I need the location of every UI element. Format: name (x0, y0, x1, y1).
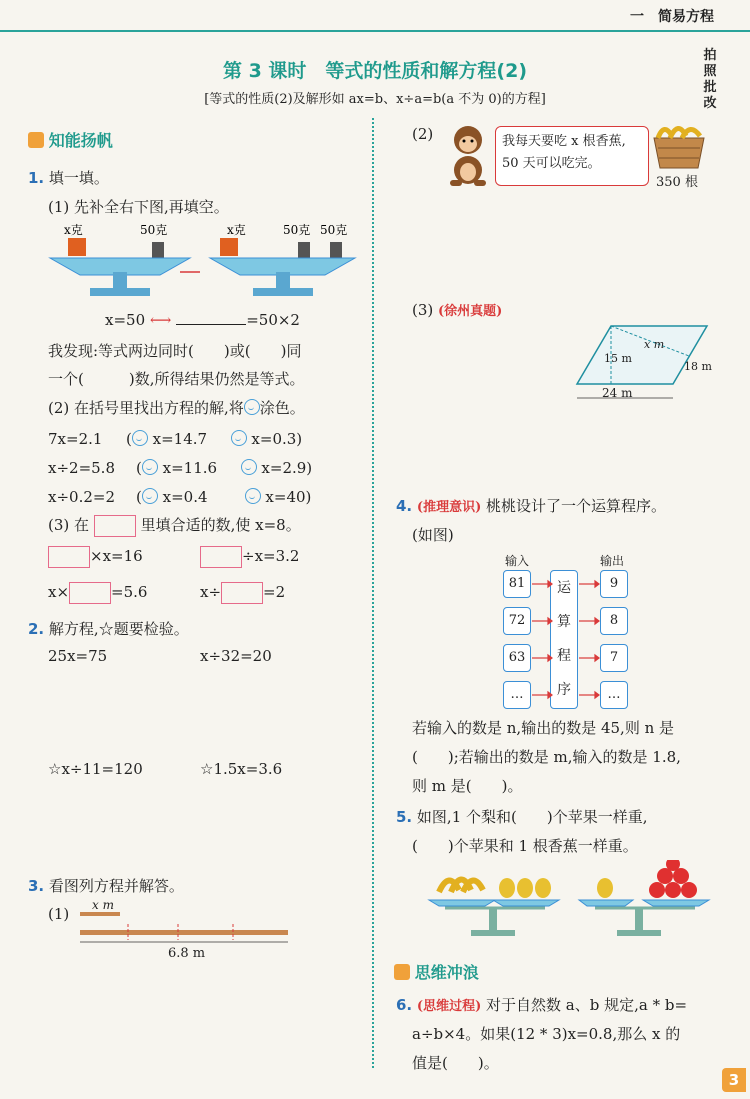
q5-line1: 如图,1 个梨和( )个苹果一样重, (416, 808, 648, 826)
pear-icon (499, 878, 551, 898)
section-flag-icon (28, 132, 44, 148)
side-tab-char: 拍 (703, 48, 717, 63)
page-number: 3 (722, 1068, 746, 1092)
answer-box[interactable] (94, 515, 136, 537)
q2-title: 解方程,☆题要检验。 (48, 620, 189, 638)
input-label: 输入 (505, 554, 530, 568)
wave-icon (394, 964, 410, 980)
q4-text2: (如图) (412, 526, 454, 544)
pear-icon (597, 878, 613, 898)
header-rule (0, 30, 750, 32)
fill-eq-3a: x× (48, 583, 70, 601)
q1-part3-a: (3) 在 (48, 516, 90, 534)
answer-box[interactable] (48, 546, 90, 568)
weight-50 (152, 242, 164, 258)
smiley-icon[interactable] (142, 459, 158, 475)
q6-line2: a÷b×4。如果(12 * 3)x=0.8,那么 x 的 (412, 1025, 681, 1043)
para-height-label: 15 m (604, 352, 632, 365)
q3-title: 看图列方程并解答。 (48, 877, 184, 895)
flow-arrows (531, 570, 601, 710)
speech-bubble (495, 126, 649, 186)
q2-item-4: ☆1.5x=3.6 (200, 760, 283, 778)
smiley-icon[interactable] (245, 488, 261, 504)
q5-number: 5. (396, 808, 413, 826)
fill-eq-2: ÷x=3.2 (242, 547, 300, 565)
answer-box[interactable] (200, 546, 242, 568)
speech-line2: 50 天可以吃完。 (502, 156, 601, 171)
q1-part2: (2) 在括号里找出方程的解,将 (48, 399, 244, 417)
section-label: 知能扬帆 (48, 131, 113, 150)
finding-line2: 一个( )数,所得结果仍然是等式。 (48, 370, 305, 388)
smiley-icon[interactable] (231, 430, 247, 446)
q6-line3: 值是( )。 (412, 1054, 499, 1072)
smiley-icon[interactable] (142, 488, 158, 504)
q1-part1: (1) 先补全右下图,再填空。 (48, 198, 229, 216)
q4-number: 4. (396, 497, 413, 515)
column-divider (372, 118, 374, 1068)
section-label: 思维冲浪 (414, 963, 479, 982)
segment-label: x m (92, 898, 114, 912)
line-segment-figure (78, 908, 298, 948)
x-weight (68, 238, 86, 256)
q6-number: 6. (396, 996, 413, 1014)
answer-box[interactable] (221, 582, 263, 604)
process-box: 运 算 程 序 (550, 570, 578, 709)
r-part2: (2) (412, 125, 434, 143)
para-base-label: 24 m (602, 386, 633, 400)
q2-item-2: x÷32=20 (200, 647, 272, 665)
side-tab-char: 改 (703, 96, 717, 111)
output-box: 8 (600, 607, 628, 635)
para-side-label: 18 m (684, 360, 712, 373)
output-box: 9 (600, 570, 628, 598)
input-box: … (503, 681, 531, 709)
scale-left-x-label: x克 (64, 223, 83, 237)
q2-item-1: 25x=75 (48, 647, 108, 665)
fruit-scales-figure (425, 860, 715, 940)
fill-eq-3b: =5.6 (111, 583, 148, 601)
q3-number: 3. (28, 877, 45, 895)
output-box: … (600, 681, 628, 709)
chapter-label: 一 简易方程 (630, 9, 714, 25)
fill-eq-4a: x÷ (200, 583, 222, 601)
r-part3: (3) (412, 301, 434, 319)
q4-line1: 若输入的数是 n,输出的数是 45,则 n 是 (412, 719, 675, 737)
section-thinking (394, 960, 479, 983)
output-box: 7 (600, 644, 628, 672)
apple-icon (649, 860, 697, 898)
q1-part3-b: 里填合适的数,使 x=8。 (140, 516, 301, 534)
long-bar (80, 930, 288, 935)
smiley-icon[interactable] (241, 459, 257, 475)
monkey-icon (438, 122, 498, 190)
answer-box[interactable] (69, 582, 111, 604)
scale-left-50-label: 50克 (140, 223, 168, 237)
q1-part2-end: 涂色。 (259, 399, 305, 417)
banana-basket-icon (650, 120, 708, 170)
total-length-label: 6.8 m (168, 946, 206, 961)
section-knowledge (28, 128, 113, 151)
q2-number: 2. (28, 620, 45, 638)
q6-tag: (思维过程) (416, 999, 482, 1014)
q4-line3: 则 m 是( )。 (412, 777, 523, 795)
banana-count: 350 根 (656, 175, 698, 190)
q1-number: 1. (28, 169, 45, 187)
smiley-icon[interactable] (132, 430, 148, 446)
balance-scales-figure (40, 220, 360, 300)
input-box: 81 (503, 570, 531, 598)
fill-eq-1: ×x=16 (90, 547, 143, 565)
q5-line2: ( )个苹果和 1 根香蕉一样重。 (412, 837, 638, 855)
q6-line1: 对于自然数 a、b 规定,a * b= (486, 996, 688, 1014)
finding-line1: 我发现:等式两边同时( )或( )同 (48, 342, 302, 360)
scale-right-50b-label: 50克 (320, 223, 348, 237)
side-tab-char: 批 (703, 80, 717, 95)
short-bar (80, 912, 120, 916)
smiley-icon (244, 399, 260, 415)
lesson-subtitle: [等式的性质(2)及解形如 ax=b、x÷a=b(a 不为 0)的方程] (204, 92, 546, 107)
fill-eq-4b: =2 (263, 583, 286, 601)
side-tab-char: 照 (703, 64, 717, 79)
speech-line1: 我每天要吃 x 根香蕉, (502, 134, 626, 149)
lesson-title: 第 3 课时 等式的性质和解方程(2) (222, 60, 528, 82)
para-x-label: x m (644, 338, 665, 351)
output-label: 输出 (600, 554, 625, 568)
r-part3-tag: (徐州真题) (438, 304, 503, 319)
eq-blank[interactable] (176, 324, 246, 325)
q3-part1: (1) (48, 905, 70, 923)
solution-choices: 7x=2.1 ( x=14.7 x=0.3) x÷2=5.8 ( x=11.6 x=2.9) x÷0.2=2 ( x=0.4 x=40) (48, 430, 313, 506)
q1-title: 填一填。 (48, 169, 109, 187)
scale-right-50a-label: 50克 (283, 223, 311, 237)
banana-icon (439, 879, 483, 892)
q4-text1: 桃桃设计了一个运算程序。 (486, 497, 667, 515)
scale-right-x-label: x克 (227, 223, 246, 237)
eq-left: x=50 (105, 311, 146, 329)
q4-tag: (推理意识) (416, 500, 482, 515)
q4-line2: ( );若输出的数是 m,输入的数是 1.8, (412, 748, 681, 766)
q2-item-3: ☆x÷11=120 (48, 760, 143, 778)
eq-right: =50×2 (246, 311, 300, 329)
input-box: 63 (503, 644, 531, 672)
input-box: 72 (503, 607, 531, 635)
